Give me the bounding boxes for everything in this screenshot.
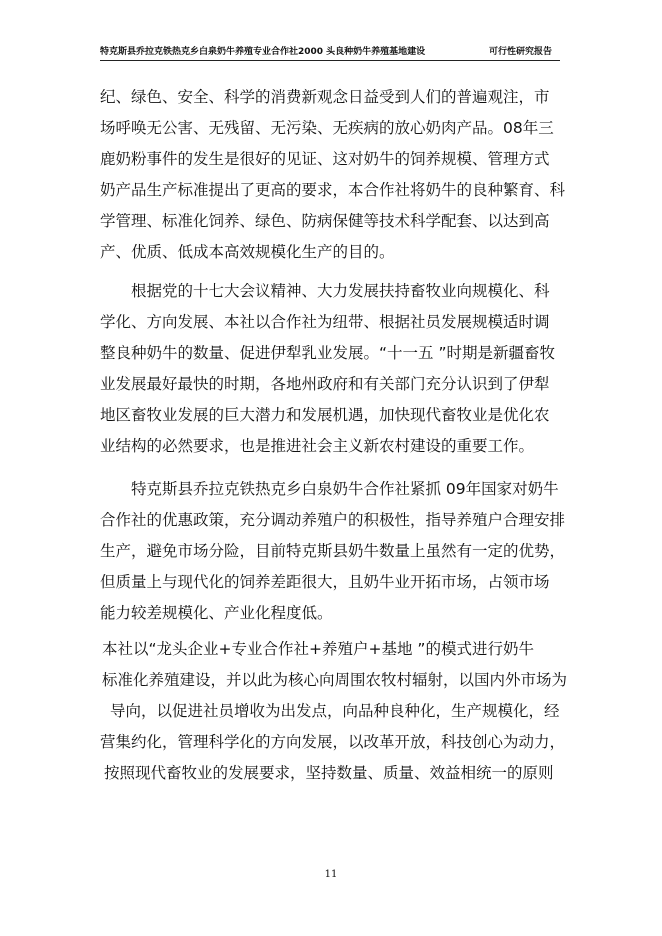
text-line: 学管理、标准化饲养、绿色、防病保健等技术科学配套、以达到高: [100, 212, 550, 230]
text-line: 营集约化，管理科学化的方向发展，以改革开放，科技创心为动力，: [100, 733, 566, 751]
text-line: 场呼唤无公害、无残留、无污染、无疾病的放心奶肉产品。08年三: [100, 119, 554, 137]
text-line: 标准化养殖建设，并以此为核心向周围农牧村辐射，以国内外市场为: [102, 671, 568, 689]
text-line: 业结构的必然要求，也是推进社会主义新农村建设的重要工作。: [100, 437, 535, 455]
text-line: 生产，避免市场分险，目前特克斯县奶牛数量上虽然有一定的优势，: [100, 542, 566, 560]
text-line: 合作社的优惠政策，充分调动养殖户的积极性，指导养殖户合理安排: [100, 511, 566, 529]
page-number: 11: [324, 869, 338, 880]
paragraph-start-line: 根据党的十七大会议精神、大力发展扶持畜牧业向规模化、科: [131, 282, 550, 300]
text-line: 能力较差规模化、产业化程度低。: [100, 604, 333, 622]
text-line: 导向，以促进社员增收为出发点，向品种良种化，生产规模化，经: [110, 702, 560, 720]
paragraph-start-line: 本社以“龙头企业+专业合作社+养殖户+基地 ”的模式进行奶牛: [102, 640, 534, 658]
header-report-type: 可行性研究报告: [488, 47, 552, 57]
text-line: 业发展最好最快的时期，各地州政府和有关部门充分认识到了伊犁: [100, 375, 550, 393]
text-line: 但质量上与现代化的饲养差距很大，且奶牛业开拓市场，占领市场: [100, 573, 550, 591]
running-header: [100, 46, 560, 61]
paragraph-start-line: 特克斯县乔拉克铁热克乡白泉奶牛合作社紧抓 09年国家对奶牛: [131, 480, 559, 498]
text-line: 产、优质、低成本高效规模化生产的目的。: [100, 243, 395, 261]
text-line: 奶产品生产标准提出了更高的要求，本合作社将奶牛的良种繁育、科: [100, 181, 566, 199]
text-line: 地区畜牧业发展的巨大潜力和发展机遇，加快现代畜牧业是优化农: [100, 406, 550, 424]
header-title: 特克斯县乔拉克铁热克乡白泉奶牛养殖专业合作社2000 头良种奶牛养殖基地建设: [100, 47, 426, 57]
text-line: 纪、绿色、安全、科学的消费新观念日益受到人们的普遍观注，市: [100, 88, 550, 106]
text-line: 整良种奶牛的数量、促进伊犁乳业发展。“十一五 ”时期是新疆畜牧: [100, 344, 555, 362]
text-line: 鹿奶粉事件的发生是很好的见证、这对奶牛的饲养规模、管理方式: [100, 150, 550, 168]
text-line: 按照现代畜牧业的发展要求，坚持数量、质量、效益相统一的原则: [104, 764, 554, 782]
text-line: 学化、方向发展、本社以合作社为纽带、根据社员发展规模适时调: [100, 313, 550, 331]
